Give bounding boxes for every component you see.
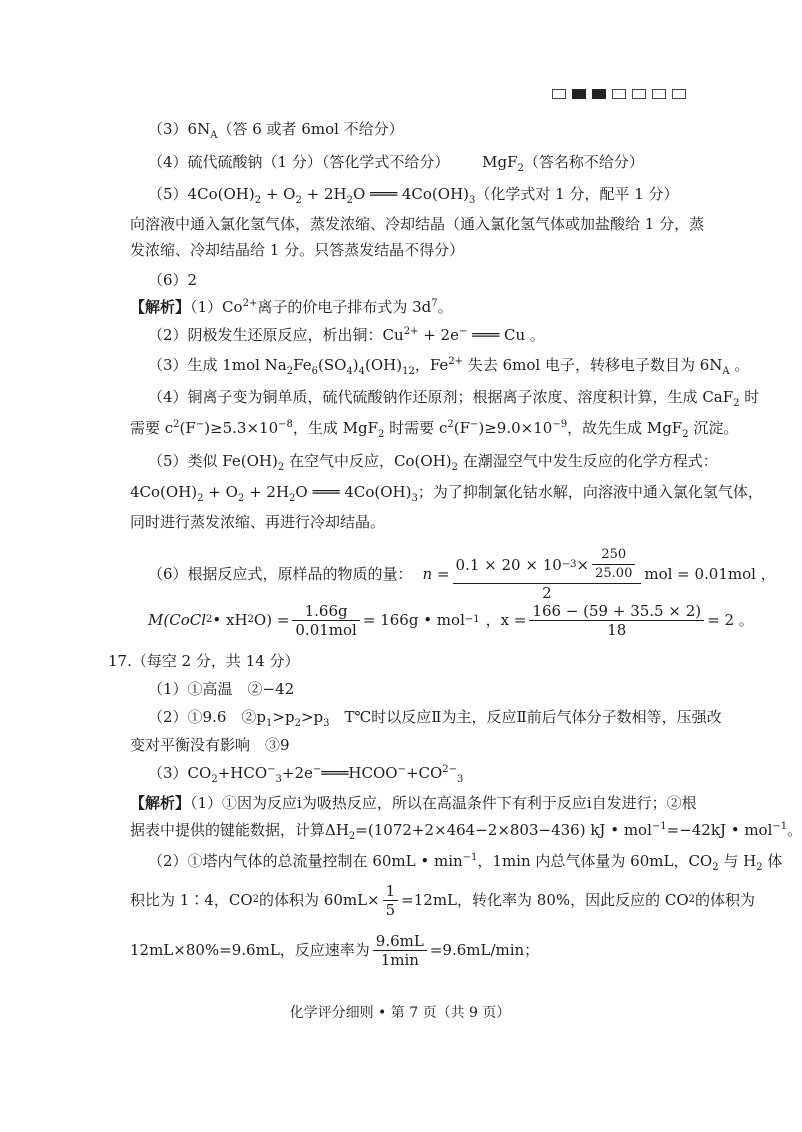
- text: +HCO: [217, 764, 268, 782]
- text: 离子的价电子排布式为 3d: [257, 298, 432, 316]
- text: （3）CO: [148, 764, 212, 782]
- text: 2+: [448, 356, 464, 367]
- fraction: [592, 546, 635, 583]
- fraction: 0.1 × 20 × 10 −3 × $\frac{250}{25.00}$ 2: [453, 546, 642, 602]
- text: =(1072+2×464−2×803−436) kJ • mol: [355, 821, 652, 839]
- text: 2: [733, 398, 740, 409]
- text: >p: [272, 708, 295, 726]
- q16-explanation-6: [148, 544, 776, 604]
- text: =12mL，转化率为 80%，因此反应的 CO: [401, 891, 689, 909]
- q17-title: 17.（每空 2 分，共 14 分）: [108, 652, 300, 670]
- text: 在空气中反应，Co(OH): [284, 452, 452, 470]
- text: A: [210, 130, 218, 141]
- fraction: [373, 932, 427, 969]
- text: 时: [739, 388, 760, 406]
- text: 。: [437, 298, 453, 316]
- text: ，故先生成 MgF: [567, 419, 683, 437]
- text: 。: [787, 821, 802, 839]
- page-position-markers: [552, 89, 686, 99]
- text: = 166g • mol: [362, 611, 465, 629]
- text: 0.1 × 20 × 10: [455, 555, 562, 574]
- text: O ═══ 4Co(OH): [352, 185, 470, 203]
- text: 。: [729, 356, 750, 374]
- text: （1）Co: [190, 298, 243, 316]
- q17-answer-2-line2: 变对平衡没有影响 ③9: [130, 736, 290, 754]
- text: )≥5.3×10: [204, 419, 279, 437]
- text: 与 H: [718, 852, 757, 870]
- text: （3）生成 1mol Na: [148, 356, 287, 374]
- text: ，x =: [485, 611, 527, 629]
- text: • xH: [212, 611, 248, 629]
- marker: [672, 89, 686, 99]
- text: O) =: [253, 611, 290, 629]
- text: A: [722, 366, 730, 377]
- text: )≥9.0×10: [478, 419, 553, 437]
- text: ×: [576, 555, 590, 574]
- text: ；为了抑制氯化钴水解，向溶液中通入氯化氢气体，: [417, 483, 763, 501]
- q16-explanation-3: （3）生成 1mol $Na_2Fe_6(SO_4)_4(OH)_{12}$，$Fe^{2+}$ 失去 6mol 电子，转移电子数目为 $6N_A$ 。: [148, 356, 750, 377]
- q17-explanation-1: [130, 793, 697, 813]
- q16-explanation-1: [130, 297, 453, 317]
- text: + 2H: [301, 185, 347, 203]
- text: 1min: [380, 950, 419, 969]
- text: 1: [383, 882, 399, 901]
- explanation-tag: 【解析】: [130, 794, 191, 812]
- text: O ═══ 4Co(OH): [295, 483, 412, 501]
- text: (F: [179, 419, 196, 437]
- marker: [652, 89, 666, 99]
- q16-answer-5: $(5)4Co(OH)_2 + O_2 + 2H_2O$ ═══ $4Co(OH)_3$（化学式对 1 分，配平 1 分）: [148, 185, 679, 206]
- text: 时需要 c: [384, 419, 448, 437]
- text: −: [458, 326, 468, 337]
- text: （2）①9.6 ②p: [148, 708, 267, 726]
- text: = 2 。: [707, 611, 754, 629]
- text: (SO: [317, 356, 347, 374]
- text: 166 − (59 + 35.5 × 2): [529, 602, 704, 621]
- q16-explanation-5-line3: 同时进行蒸发浓缩、再进行冷却结晶。: [130, 513, 386, 531]
- text: 在潮湿空气中发生反应的化学方程式：: [457, 452, 718, 470]
- q16-explanation-5-line2: $4Co(OH)_2 + O_2 + 2H_2O$ ═══ $4Co(OH)_3$；为了抑制氯化钴水解，向溶液中通入氯化氢气体，: [130, 483, 763, 504]
- text: 2: [517, 163, 524, 174]
- q17-explanation-2-line3: [130, 928, 539, 972]
- q16-answer-3: [148, 119, 404, 139]
- text: =9.6mL/min；: [429, 941, 540, 959]
- text: (OH): [365, 356, 403, 374]
- text: 1.66g: [292, 602, 359, 621]
- q17-explanation-2: （2）①塔内气体的总流量控制在 60mL • $\min^{-1}$，1min 内总气体量为 60mL，$CO_2$ 与 $H_2$ 体: [148, 852, 783, 873]
- text: 2+: [403, 326, 419, 337]
- text: 2+: [242, 298, 258, 309]
- q16-explanation-4-line2: 需要 $c^2(F^-)\ge 5.3\times 10^{-8}$，生成 MgF$_2$ 时需要 $c^2(F^-)\ge 9.0\times 10^{-9}$，故先生成 MgF$_2$ 沉淀。: [130, 419, 739, 440]
- text: mol = 0.01mol ，: [644, 565, 776, 583]
- explanation-tag: 【解析】: [130, 298, 191, 316]
- text: 的体积为: [695, 891, 756, 909]
- q16-explanation-2: [148, 325, 545, 345]
- q17-explanation-1-line2: 据表中提供的键能数据，计算$\Delta H_2=(1072+2\times 464-2\times 803-436)$ kJ • mol$^{-1}$=−42kJ • mol$^{-1}$。: [130, 821, 802, 842]
- q16-explanation-4: [148, 387, 759, 407]
- q17-answer-3: $(3)CO_2+HCO^-_3+2e^-═══HCOO^-+CO^{2-}_3$: [148, 764, 464, 785]
- text: （化学式对 1 分，配平 1 分）: [475, 185, 679, 203]
- text: （4）硫代硫酸钠（1 分）（答化学式不给分）: [148, 153, 450, 171]
- text: + 2H: [244, 483, 290, 501]
- q17-answer-2: （2）①9.6 $②p_1>p_2>p_3$ T℃时以反应Ⅱ为主，反应Ⅱ前后气体分子数相等，压强改: [148, 708, 722, 729]
- text: （5）4Co(OH): [148, 185, 255, 203]
- marker: [632, 89, 646, 99]
- text: （2）①塔内气体的总流量控制在 60mL • min: [148, 852, 463, 870]
- marker-filled: [572, 89, 586, 99]
- text: 需要 c: [130, 419, 174, 437]
- text: +CO: [405, 764, 443, 782]
- text: （5）类似 Fe(OH): [148, 452, 278, 470]
- text: （2）阴极发生还原反应，析出铜：Cu: [148, 326, 404, 344]
- text: MgF: [482, 153, 518, 171]
- text: 12mL×80%=9.6mL，反应速率为: [130, 941, 370, 959]
- marker: [612, 89, 626, 99]
- text: ，Fe: [414, 356, 449, 374]
- marker-filled: [592, 89, 606, 99]
- text: 5: [385, 900, 396, 919]
- text: +2e: [281, 764, 313, 782]
- text: 的体积为 60mL×: [259, 891, 380, 909]
- text: 沉淀。: [688, 419, 739, 437]
- q17-explanation-2-line2: 积比为 1∶4，CO 2 的体积为 60mL× $\frac{1}{5}$ =12mL，转化率为 80%，因此反应的 CO 2 的体积为: [130, 881, 756, 919]
- text: （答名称不给分）: [523, 153, 644, 171]
- text: >p: [300, 708, 324, 726]
- text: 体: [762, 852, 783, 870]
- fraction: [529, 602, 704, 639]
- text: 250: [592, 546, 635, 565]
- text: T℃时以反应Ⅱ为主，反应Ⅱ前后气体分子数相等，压强改: [329, 708, 722, 726]
- text: （答 6 或者 6mol 不给分）: [217, 120, 404, 138]
- text: ═══ Cu 。: [467, 326, 545, 344]
- page-footer: 化学评分细则 • 第 7 页（共 9 页）: [289, 1005, 511, 1021]
- text: ): [352, 356, 359, 374]
- text: 4Co(OH): [130, 483, 198, 501]
- q16-explanation-5: （5）类似 $Fe(OH)_2$ 在空气中反应，$Co(OH)_2$ 在潮湿空气中发生反应的化学方程式：: [148, 452, 718, 473]
- text: 失去 6mol 电子，转移电子数目为 6N: [463, 356, 723, 374]
- text: 25.00: [595, 566, 633, 581]
- fraction: [383, 882, 399, 919]
- text: 7: [431, 298, 438, 309]
- text: =−42kJ • mol: [666, 821, 773, 839]
- text: Fe: [293, 356, 312, 374]
- text: ，1min 内总气体量为 60mL，CO: [477, 852, 713, 870]
- text: ═══HCOO: [321, 764, 398, 782]
- text: n =: [422, 565, 450, 583]
- q16-answer-5-line2: 向溶液中通入氯化氢气体，蒸发浓缩、冷却结晶（通入氯化氢气体或加盐酸给 1 分，蒸: [130, 215, 705, 233]
- text: + O: [203, 483, 238, 501]
- text: ，生成 MgF: [292, 419, 379, 437]
- text: + O: [261, 185, 296, 203]
- text: （6）根据反应式，原样品的物质的量：: [148, 565, 413, 583]
- text: M(CoCl: [148, 611, 206, 629]
- q16-answer-6: （6）2: [148, 271, 198, 289]
- text: 积比为 1∶4，CO: [130, 891, 253, 909]
- text: 2: [542, 584, 552, 602]
- text: 0.01mol: [295, 620, 357, 639]
- text: 18: [607, 620, 627, 639]
- marker: [552, 89, 566, 99]
- q16-answer-5-line3: 发浓缩、冷却结晶给 1 分。只答蒸发结晶不得分）: [130, 241, 465, 259]
- text: −9: [552, 419, 568, 430]
- fraction: [292, 602, 359, 639]
- text: −8: [278, 419, 293, 430]
- text: （1）①因为反应ⅰ为吸热反应，所以在高温条件下有利于反应ⅰ自发进行；②根: [190, 794, 697, 812]
- text: 据表中提供的键能数据，计算ΔH: [130, 821, 349, 839]
- q16-molar-mass: M(CoCl 2 • xH 2 O) = $\frac{1.66g}{\text{0.01mol}}$ = 166g • mol −1 ，x = $\frac{166 - (59 + 35.5 \times 2)}{18}$ = 2 。: [148, 601, 754, 639]
- text: （3）6N: [148, 120, 211, 138]
- q16-answer-4: [148, 152, 644, 172]
- text: 9.6mL: [373, 932, 427, 951]
- text: （4）铜离子变为铜单质，硫代硫酸钠作还原剂；根据离子浓度、溶度积计算，生成 CaF: [148, 388, 734, 406]
- q17-answer-1: （1）①高温 ②−42: [148, 680, 295, 698]
- text: + 2e: [418, 326, 459, 344]
